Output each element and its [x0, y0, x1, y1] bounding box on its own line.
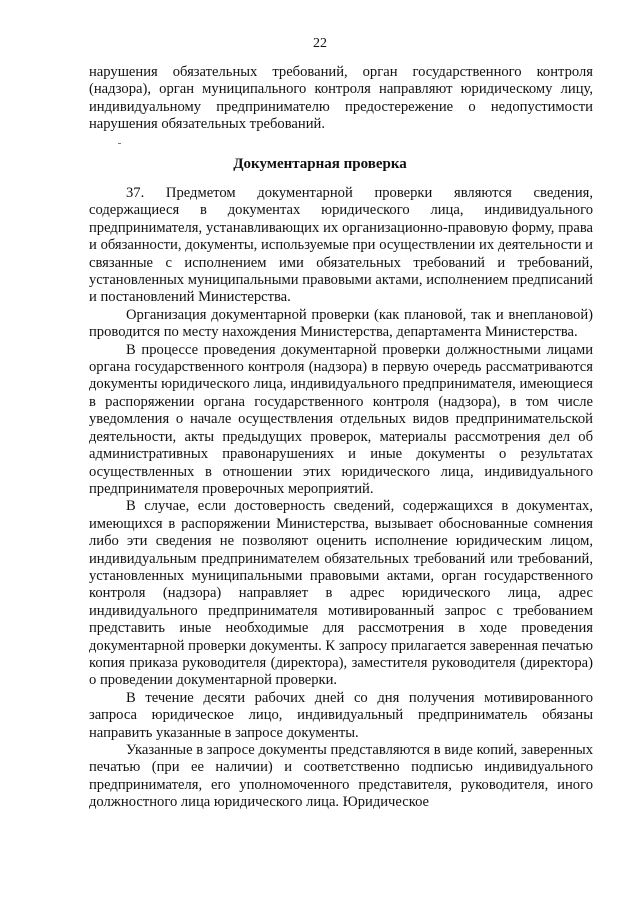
paragraph-request: В случае, если достоверность сведений, содержащихся в документах, имеющихся в распоряжении Министерства, вызывает обоснованные сомнения либо эти сведения не позволяют оценить исполнение юридическим лицом, индивидуальным предпринимателем обязательных требований или требований, установленных муниципальными правовыми актами, орган государственного контроля (надзора) направляет в адрес юридического лица, адрес индивидуального предпринимателя мотивированный запрос с требованием представить иные необходимые для рассмотрения в ходе проведения документарной проверки документы. К запросу прилагается заверенная печатью копия приказа руководителя (директора), заместителя руководителя (директора) о проведении документарной проверки.: [89, 498, 593, 689]
paragraph-process: В процессе проведения документарной проверки должностными лицами органа государственного контроля (надзора) в первую очередь рассматриваются документы юридического лица, индивидуального предпринимателя, имеющиеся в распоряжении органа государственного контроля (надзора), в том числе уведомления о начале осуществления отдельных видов предпринимательской деятельности, акты предыдущих проверок, материалы рассмотрения дел об административных правонарушениях и иные документы о результатах осуществленных в отношении этих юридического лица, индивидуального предпринимателя проверочных мероприятий.: [89, 341, 593, 497]
paragraph-37: 37. Предметом документарной проверки являются сведения, содержащиеся в документах юридического лица, индивидуального предпринимателя, устанавливающих их организационно-правовую форму, права и обязанности, документы, используемые при осуществлении их деятельности и связанные с исполнением ими обязательных требований и требований, установленных муниципальными правовыми актами, исполнением предписаний и постановлений Министерства.: [89, 185, 593, 306]
paragraph-copies: Указанные в запросе документы представляются в виде копий, заверенных печатью (при ее наличии) и соответственно подписью индивидуального предпринимателя, его уполномоченного представителя, руководителя, иного должностного лица юридического лица. Юридическое: [89, 742, 593, 811]
section-body: [89, 185, 593, 812]
stray-mark: [118, 143, 121, 144]
intro-text: нарушения обязательных требований, орган государственного контроля (надзора), орган муниципального контроля направляют юридическому лицу, индивидуальному предпринимателю предостережение о недопустимости нарушения обязательных требований.: [89, 64, 593, 133]
intro-paragraph: [89, 64, 593, 134]
paragraph-organization: Организация документарной проверки (как плановой, так и внеплановой) проводится по месту нахождения Министерства, департамента Министерства.: [89, 306, 593, 341]
paragraph-deadline: В течение десяти рабочих дней со дня получения мотивированного запроса юридическое лицо, индивидуальный предприниматель обязаны направить указанные в запросе документы.: [89, 689, 593, 741]
section-heading: Документарная проверка: [233, 156, 407, 172]
page-number: 22: [313, 36, 327, 51]
